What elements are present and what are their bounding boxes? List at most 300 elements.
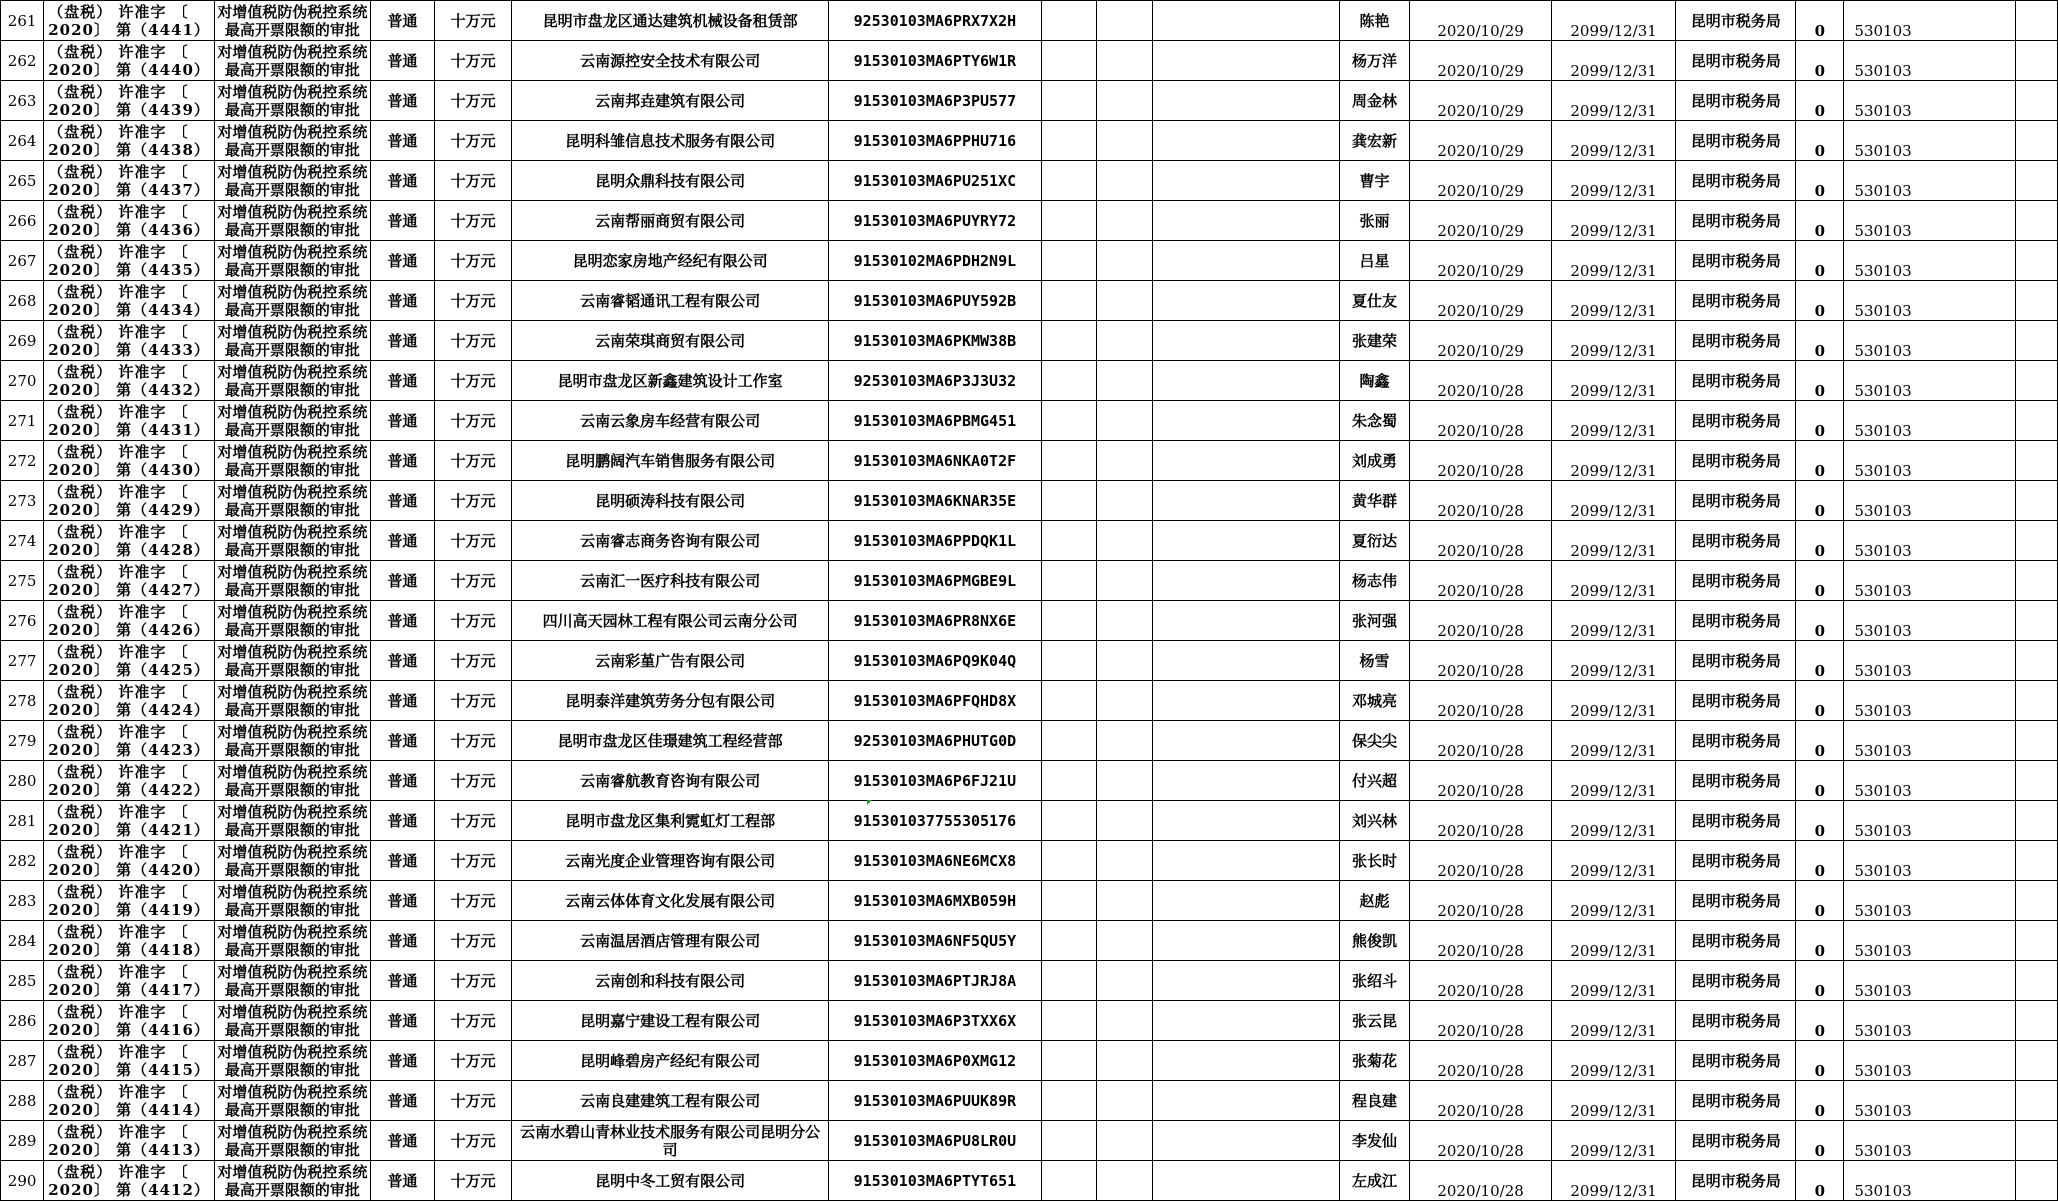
taxpayer-name-cell[interactable]: 昆明恋家房地产经纪有限公司 [512, 241, 829, 281]
authority-cell[interactable]: 昆明市税务局 [1676, 601, 1796, 641]
permit-type-cell[interactable]: 普通 [370, 681, 435, 721]
empty-cell[interactable] [1097, 481, 1153, 521]
empty-cell[interactable] [1153, 641, 1340, 681]
taxpayer-name-cell[interactable]: 云南睿韬通讯工程有限公司 [512, 281, 829, 321]
legal-representative-cell[interactable]: 张河强 [1339, 601, 1409, 641]
empty-cell[interactable] [1153, 361, 1340, 401]
row-index-cell[interactable]: 269 [1, 321, 44, 361]
end-date-cell[interactable]: 2099/12/31 [1551, 81, 1675, 121]
credit-code-cell[interactable]: 92530103MA6PHUTG0D [829, 721, 1041, 761]
start-date-cell[interactable]: 2020/10/29 [1410, 281, 1552, 321]
empty-cell[interactable] [1041, 1161, 1097, 1201]
empty-cell[interactable] [2015, 561, 2057, 601]
end-date-cell[interactable]: 2099/12/31 [1551, 401, 1675, 441]
legal-representative-cell[interactable]: 杨雪 [1339, 641, 1409, 681]
license-number-cell[interactable] [44, 1121, 215, 1161]
empty-cell[interactable] [2015, 481, 2057, 521]
authority-cell[interactable]: 昆明市税务局 [1676, 361, 1796, 401]
credit-code-cell[interactable]: 91530103MA6PTJRJ8A [829, 961, 1041, 1001]
permit-item-cell[interactable] [215, 161, 371, 201]
permit-type-cell[interactable]: 普通 [370, 521, 435, 561]
permit-item-cell[interactable] [215, 961, 371, 1001]
permit-type-cell[interactable]: 普通 [370, 1121, 435, 1161]
credit-code-cell[interactable]: 91530103MA6PU251XC [829, 161, 1041, 201]
empty-cell[interactable] [1153, 601, 1340, 641]
taxpayer-name-cell[interactable]: 云南彩堇广告有限公司 [512, 641, 829, 681]
credit-code-cell[interactable]: 91530103MA6PUY592B [829, 281, 1041, 321]
invoice-limit-cell[interactable]: 十万元 [435, 1, 512, 41]
license-number-cell[interactable] [44, 961, 215, 1001]
legal-representative-cell[interactable]: 吕星 [1339, 241, 1409, 281]
empty-cell[interactable] [2015, 801, 2057, 841]
permit-item-cell[interactable] [215, 601, 371, 641]
start-date-cell[interactable]: 2020/10/28 [1410, 641, 1552, 681]
invoice-limit-cell[interactable]: 十万元 [435, 361, 512, 401]
empty-cell[interactable] [2015, 961, 2057, 1001]
credit-code-cell[interactable]: 91530103MA6P0XMG12 [829, 1041, 1041, 1081]
taxpayer-name-cell[interactable]: 云南源控安全技术有限公司 [512, 41, 829, 81]
area-code-cell[interactable]: 530103 [1844, 601, 2016, 641]
permit-item-cell[interactable] [215, 681, 371, 721]
credit-code-cell[interactable]: 91530103MA6PUYRY72 [829, 201, 1041, 241]
permit-type-cell[interactable]: 普通 [370, 841, 435, 881]
start-date-cell[interactable]: 2020/10/29 [1410, 161, 1552, 201]
authority-cell[interactable]: 昆明市税务局 [1676, 321, 1796, 361]
empty-cell[interactable] [2015, 1001, 2057, 1041]
empty-cell[interactable] [1153, 401, 1340, 441]
status-cell[interactable]: 0 [1796, 801, 1844, 841]
permit-item-cell[interactable] [215, 41, 371, 81]
legal-representative-cell[interactable]: 张菊花 [1339, 1041, 1409, 1081]
empty-cell[interactable] [2015, 81, 2057, 121]
legal-representative-cell[interactable]: 保尖尖 [1339, 721, 1409, 761]
legal-representative-cell[interactable]: 刘兴林 [1339, 801, 1409, 841]
invoice-limit-cell[interactable]: 十万元 [435, 921, 512, 961]
credit-code-cell[interactable]: 91530103MA6NKA0T2F [829, 441, 1041, 481]
start-date-cell[interactable]: 2020/10/29 [1410, 81, 1552, 121]
empty-cell[interactable] [1153, 121, 1340, 161]
row-index-cell[interactable]: 270 [1, 361, 44, 401]
row-index-cell[interactable]: 265 [1, 161, 44, 201]
permit-type-cell[interactable]: 普通 [370, 321, 435, 361]
license-number-cell[interactable] [44, 1001, 215, 1041]
invoice-limit-cell[interactable]: 十万元 [435, 161, 512, 201]
permit-item-cell[interactable] [215, 721, 371, 761]
permit-item-cell[interactable] [215, 1121, 371, 1161]
status-cell[interactable]: 0 [1796, 481, 1844, 521]
legal-representative-cell[interactable]: 夏仕友 [1339, 281, 1409, 321]
invoice-limit-cell[interactable]: 十万元 [435, 41, 512, 81]
permit-type-cell[interactable]: 普通 [370, 401, 435, 441]
license-number-cell[interactable] [44, 921, 215, 961]
credit-code-cell[interactable]: 91530103MA6PUUK89R [829, 1081, 1041, 1121]
credit-code-cell[interactable]: 91530103MA6P3TXX6X [829, 1001, 1041, 1041]
license-number-cell[interactable] [44, 561, 215, 601]
invoice-limit-cell[interactable]: 十万元 [435, 1081, 512, 1121]
authority-cell[interactable]: 昆明市税务局 [1676, 241, 1796, 281]
invoice-limit-cell[interactable]: 十万元 [435, 641, 512, 681]
permit-type-cell[interactable]: 普通 [370, 1081, 435, 1121]
taxpayer-name-cell[interactable]: 云南邦垚建筑有限公司 [512, 81, 829, 121]
status-cell[interactable]: 0 [1796, 121, 1844, 161]
empty-cell[interactable] [2015, 641, 2057, 681]
row-index-cell[interactable]: 263 [1, 81, 44, 121]
empty-cell[interactable] [1097, 41, 1153, 81]
end-date-cell[interactable]: 2099/12/31 [1551, 921, 1675, 961]
end-date-cell[interactable]: 2099/12/31 [1551, 1081, 1675, 1121]
row-index-cell[interactable]: 278 [1, 681, 44, 721]
permit-item-cell[interactable] [215, 1001, 371, 1041]
empty-cell[interactable] [1097, 1041, 1153, 1081]
authority-cell[interactable]: 昆明市税务局 [1676, 201, 1796, 241]
row-index-cell[interactable]: 273 [1, 481, 44, 521]
empty-cell[interactable] [1097, 81, 1153, 121]
invoice-limit-cell[interactable]: 十万元 [435, 681, 512, 721]
status-cell[interactable]: 0 [1796, 721, 1844, 761]
permit-type-cell[interactable]: 普通 [370, 1041, 435, 1081]
empty-cell[interactable] [1097, 721, 1153, 761]
end-date-cell[interactable]: 2099/12/31 [1551, 681, 1675, 721]
taxpayer-name-cell[interactable]: 昆明鹏阔汽车销售服务有限公司 [512, 441, 829, 481]
empty-cell[interactable] [2015, 841, 2057, 881]
empty-cell[interactable] [2015, 1041, 2057, 1081]
license-number-cell[interactable] [44, 41, 215, 81]
status-cell[interactable]: 0 [1796, 441, 1844, 481]
license-number-cell[interactable] [44, 161, 215, 201]
start-date-cell[interactable]: 2020/10/28 [1410, 401, 1552, 441]
row-index-cell[interactable]: 282 [1, 841, 44, 881]
empty-cell[interactable] [2015, 121, 2057, 161]
empty-cell[interactable] [1041, 41, 1097, 81]
start-date-cell[interactable]: 2020/10/28 [1410, 761, 1552, 801]
legal-representative-cell[interactable]: 熊俊凯 [1339, 921, 1409, 961]
authority-cell[interactable]: 昆明市税务局 [1676, 681, 1796, 721]
credit-code-cell[interactable]: 91530103MA6PTYT651 [829, 1161, 1041, 1201]
taxpayer-name-cell[interactable]: 昆明嘉宁建设工程有限公司 [512, 1001, 829, 1041]
row-index-cell[interactable]: 288 [1, 1081, 44, 1121]
empty-cell[interactable] [2015, 521, 2057, 561]
permit-item-cell[interactable] [215, 321, 371, 361]
row-index-cell[interactable]: 284 [1, 921, 44, 961]
empty-cell[interactable] [1097, 441, 1153, 481]
empty-cell[interactable] [1153, 41, 1340, 81]
status-cell[interactable]: 0 [1796, 561, 1844, 601]
start-date-cell[interactable]: 2020/10/28 [1410, 681, 1552, 721]
end-date-cell[interactable]: 2099/12/31 [1551, 1, 1675, 41]
permit-type-cell[interactable]: 普通 [370, 881, 435, 921]
permit-item-cell[interactable] [215, 521, 371, 561]
status-cell[interactable]: 0 [1796, 1121, 1844, 1161]
permit-item-cell[interactable] [215, 801, 371, 841]
empty-cell[interactable] [1153, 1081, 1340, 1121]
empty-cell[interactable] [1041, 481, 1097, 521]
taxpayer-name-cell[interactable]: 云南温居酒店管理有限公司 [512, 921, 829, 961]
legal-representative-cell[interactable]: 夏衍达 [1339, 521, 1409, 561]
taxpayer-name-cell[interactable]: 昆明硕涛科技有限公司 [512, 481, 829, 521]
taxpayer-name-cell[interactable]: 云南睿航教育咨询有限公司 [512, 761, 829, 801]
empty-cell[interactable] [1097, 921, 1153, 961]
row-index-cell[interactable]: 276 [1, 601, 44, 641]
start-date-cell[interactable]: 2020/10/28 [1410, 1041, 1552, 1081]
empty-cell[interactable] [1153, 441, 1340, 481]
status-cell[interactable]: 0 [1796, 1001, 1844, 1041]
authority-cell[interactable]: 昆明市税务局 [1676, 401, 1796, 441]
legal-representative-cell[interactable]: 黄华群 [1339, 481, 1409, 521]
credit-code-cell[interactable]: 91530103MA6PU8LR0U [829, 1121, 1041, 1161]
authority-cell[interactable]: 昆明市税务局 [1676, 841, 1796, 881]
legal-representative-cell[interactable]: 张长时 [1339, 841, 1409, 881]
empty-cell[interactable] [1097, 561, 1153, 601]
permit-type-cell[interactable]: 普通 [370, 281, 435, 321]
license-number-cell[interactable] [44, 881, 215, 921]
empty-cell[interactable] [2015, 1081, 2057, 1121]
row-index-cell[interactable]: 280 [1, 761, 44, 801]
empty-cell[interactable] [1041, 1001, 1097, 1041]
credit-code-cell[interactable]: 91530103MA6PPHU716 [829, 121, 1041, 161]
area-code-cell[interactable]: 530103 [1844, 801, 2016, 841]
empty-cell[interactable] [1153, 841, 1340, 881]
end-date-cell[interactable]: 2099/12/31 [1551, 361, 1675, 401]
start-date-cell[interactable]: 2020/10/28 [1410, 841, 1552, 881]
empty-cell[interactable] [1041, 1121, 1097, 1161]
empty-cell[interactable] [1041, 1081, 1097, 1121]
area-code-cell[interactable]: 530103 [1844, 521, 2016, 561]
authority-cell[interactable]: 昆明市税务局 [1676, 1, 1796, 41]
permit-item-cell[interactable] [215, 281, 371, 321]
permit-type-cell[interactable]: 普通 [370, 561, 435, 601]
end-date-cell[interactable]: 2099/12/31 [1551, 1001, 1675, 1041]
credit-code-cell[interactable]: 91530103MA6PFQHD8X [829, 681, 1041, 721]
credit-code-cell[interactable]: 91530103MA6PKMW38B [829, 321, 1041, 361]
authority-cell[interactable]: 昆明市税务局 [1676, 481, 1796, 521]
status-cell[interactable]: 0 [1796, 41, 1844, 81]
permit-type-cell[interactable]: 普通 [370, 241, 435, 281]
empty-cell[interactable] [1153, 881, 1340, 921]
legal-representative-cell[interactable]: 付兴超 [1339, 761, 1409, 801]
end-date-cell[interactable]: 2099/12/31 [1551, 601, 1675, 641]
empty-cell[interactable] [2015, 401, 2057, 441]
permit-item-cell[interactable] [215, 1041, 371, 1081]
empty-cell[interactable] [2015, 321, 2057, 361]
end-date-cell[interactable]: 2099/12/31 [1551, 761, 1675, 801]
empty-cell[interactable] [1153, 681, 1340, 721]
authority-cell[interactable]: 昆明市税务局 [1676, 921, 1796, 961]
end-date-cell[interactable]: 2099/12/31 [1551, 1041, 1675, 1081]
empty-cell[interactable] [2015, 881, 2057, 921]
start-date-cell[interactable]: 2020/10/28 [1410, 881, 1552, 921]
authority-cell[interactable]: 昆明市税务局 [1676, 121, 1796, 161]
empty-cell[interactable] [1041, 281, 1097, 321]
invoice-limit-cell[interactable]: 十万元 [435, 201, 512, 241]
empty-cell[interactable] [1041, 201, 1097, 241]
start-date-cell[interactable]: 2020/10/28 [1410, 1161, 1552, 1201]
empty-cell[interactable] [1153, 521, 1340, 561]
authority-cell[interactable]: 昆明市税务局 [1676, 521, 1796, 561]
permit-type-cell[interactable]: 普通 [370, 481, 435, 521]
legal-representative-cell[interactable]: 曹宇 [1339, 161, 1409, 201]
permit-item-cell[interactable] [215, 241, 371, 281]
permit-item-cell[interactable] [215, 401, 371, 441]
legal-representative-cell[interactable]: 程良建 [1339, 1081, 1409, 1121]
license-number-cell[interactable] [44, 841, 215, 881]
empty-cell[interactable] [1153, 561, 1340, 601]
row-index-cell[interactable]: 286 [1, 1001, 44, 1041]
end-date-cell[interactable]: 2099/12/31 [1551, 161, 1675, 201]
empty-cell[interactable] [2015, 1161, 2057, 1201]
authority-cell[interactable]: 昆明市税务局 [1676, 961, 1796, 1001]
credit-code-cell[interactable]: 91530103MA6MXB059H [829, 881, 1041, 921]
authority-cell[interactable]: 昆明市税务局 [1676, 1081, 1796, 1121]
area-code-cell[interactable]: 530103 [1844, 1081, 2016, 1121]
empty-cell[interactable] [2015, 921, 2057, 961]
license-number-cell[interactable] [44, 681, 215, 721]
empty-cell[interactable] [1041, 321, 1097, 361]
start-date-cell[interactable]: 2020/10/28 [1410, 961, 1552, 1001]
legal-representative-cell[interactable]: 周金林 [1339, 81, 1409, 121]
empty-cell[interactable] [1153, 321, 1340, 361]
area-code-cell[interactable]: 530103 [1844, 201, 2016, 241]
permit-item-cell[interactable] [215, 921, 371, 961]
empty-cell[interactable] [1041, 761, 1097, 801]
area-code-cell[interactable]: 530103 [1844, 761, 2016, 801]
end-date-cell[interactable]: 2099/12/31 [1551, 561, 1675, 601]
start-date-cell[interactable]: 2020/10/28 [1410, 801, 1552, 841]
area-code-cell[interactable]: 530103 [1844, 481, 2016, 521]
end-date-cell[interactable]: 2099/12/31 [1551, 241, 1675, 281]
permit-item-cell[interactable] [215, 561, 371, 601]
empty-cell[interactable] [1097, 761, 1153, 801]
empty-cell[interactable] [1153, 281, 1340, 321]
start-date-cell[interactable]: 2020/10/28 [1410, 601, 1552, 641]
empty-cell[interactable] [2015, 601, 2057, 641]
license-number-cell[interactable] [44, 761, 215, 801]
permit-type-cell[interactable]: 普通 [370, 81, 435, 121]
permit-type-cell[interactable]: 普通 [370, 801, 435, 841]
authority-cell[interactable]: 昆明市税务局 [1676, 41, 1796, 81]
taxpayer-name-cell[interactable]: 云南荣琪商贸有限公司 [512, 321, 829, 361]
license-number-cell[interactable] [44, 1041, 215, 1081]
status-cell[interactable]: 0 [1796, 1161, 1844, 1201]
permit-item-cell[interactable] [215, 441, 371, 481]
invoice-limit-cell[interactable]: 十万元 [435, 721, 512, 761]
invoice-limit-cell[interactable]: 十万元 [435, 81, 512, 121]
start-date-cell[interactable]: 2020/10/28 [1410, 561, 1552, 601]
row-index-cell[interactable]: 262 [1, 41, 44, 81]
area-code-cell[interactable]: 530103 [1844, 1, 2016, 41]
area-code-cell[interactable]: 530103 [1844, 881, 2016, 921]
area-code-cell[interactable]: 530103 [1844, 161, 2016, 201]
empty-cell[interactable] [1153, 1161, 1340, 1201]
empty-cell[interactable] [1097, 401, 1153, 441]
status-cell[interactable]: 0 [1796, 161, 1844, 201]
area-code-cell[interactable]: 530103 [1844, 41, 2016, 81]
credit-code-cell[interactable]: 91530103MA6NF5QU5Y [829, 921, 1041, 961]
authority-cell[interactable]: 昆明市税务局 [1676, 161, 1796, 201]
row-index-cell[interactable]: 266 [1, 201, 44, 241]
row-index-cell[interactable]: 287 [1, 1041, 44, 1081]
credit-code-cell[interactable]: 91530103MA6P6FJ21U [829, 761, 1041, 801]
empty-cell[interactable] [1041, 921, 1097, 961]
invoice-limit-cell[interactable]: 十万元 [435, 401, 512, 441]
permit-type-cell[interactable]: 普通 [370, 41, 435, 81]
empty-cell[interactable] [1097, 241, 1153, 281]
empty-cell[interactable] [1153, 1121, 1340, 1161]
permit-item-cell[interactable] [215, 761, 371, 801]
legal-representative-cell[interactable]: 朱念蜀 [1339, 401, 1409, 441]
invoice-limit-cell[interactable]: 十万元 [435, 601, 512, 641]
row-index-cell[interactable]: 264 [1, 121, 44, 161]
end-date-cell[interactable]: 2099/12/31 [1551, 641, 1675, 681]
license-number-cell[interactable] [44, 81, 215, 121]
empty-cell[interactable] [1153, 481, 1340, 521]
taxpayer-name-cell[interactable]: 云南云体体育文化发展有限公司 [512, 881, 829, 921]
empty-cell[interactable] [1153, 1, 1340, 41]
license-number-cell[interactable] [44, 721, 215, 761]
permit-item-cell[interactable] [215, 201, 371, 241]
empty-cell[interactable] [1153, 721, 1340, 761]
permit-type-cell[interactable]: 普通 [370, 1161, 435, 1201]
empty-cell[interactable] [1153, 161, 1340, 201]
status-cell[interactable]: 0 [1796, 81, 1844, 121]
start-date-cell[interactable]: 2020/10/29 [1410, 121, 1552, 161]
authority-cell[interactable]: 昆明市税务局 [1676, 641, 1796, 681]
legal-representative-cell[interactable]: 张丽 [1339, 201, 1409, 241]
permit-item-cell[interactable] [215, 1161, 371, 1201]
empty-cell[interactable] [1153, 801, 1340, 841]
end-date-cell[interactable]: 2099/12/31 [1551, 1121, 1675, 1161]
area-code-cell[interactable]: 530103 [1844, 961, 2016, 1001]
permit-type-cell[interactable]: 普通 [370, 161, 435, 201]
taxpayer-name-cell[interactable]: 云南水碧山青林业技术服务有限公司昆明分公司 [512, 1121, 829, 1161]
start-date-cell[interactable]: 2020/10/28 [1410, 521, 1552, 561]
status-cell[interactable]: 0 [1796, 241, 1844, 281]
area-code-cell[interactable]: 530103 [1844, 561, 2016, 601]
end-date-cell[interactable]: 2099/12/31 [1551, 121, 1675, 161]
empty-cell[interactable] [2015, 761, 2057, 801]
permit-item-cell[interactable] [215, 841, 371, 881]
license-number-cell[interactable] [44, 481, 215, 521]
row-index-cell[interactable]: 290 [1, 1161, 44, 1201]
license-number-cell[interactable] [44, 1, 215, 41]
status-cell[interactable]: 0 [1796, 961, 1844, 1001]
permit-type-cell[interactable]: 普通 [370, 361, 435, 401]
license-number-cell[interactable] [44, 401, 215, 441]
legal-representative-cell[interactable]: 邓城亮 [1339, 681, 1409, 721]
empty-cell[interactable] [1041, 961, 1097, 1001]
empty-cell[interactable] [2015, 441, 2057, 481]
empty-cell[interactable] [1097, 121, 1153, 161]
status-cell[interactable]: 0 [1796, 1, 1844, 41]
empty-cell[interactable] [1097, 281, 1153, 321]
permit-type-cell[interactable]: 普通 [370, 201, 435, 241]
legal-representative-cell[interactable]: 左成江 [1339, 1161, 1409, 1201]
empty-cell[interactable] [1097, 1121, 1153, 1161]
authority-cell[interactable]: 昆明市税务局 [1676, 1121, 1796, 1161]
legal-representative-cell[interactable]: 杨万洋 [1339, 41, 1409, 81]
taxpayer-name-cell[interactable]: 昆明市盘龙区佳璟建筑工程经营部 [512, 721, 829, 761]
empty-cell[interactable] [1097, 321, 1153, 361]
empty-cell[interactable] [1041, 361, 1097, 401]
authority-cell[interactable]: 昆明市税务局 [1676, 1041, 1796, 1081]
credit-code-cell[interactable]: 91530103MA6NE6MCX8 [829, 841, 1041, 881]
empty-cell[interactable] [1153, 81, 1340, 121]
taxpayer-name-cell[interactable]: 云南汇一医疗科技有限公司 [512, 561, 829, 601]
row-index-cell[interactable]: 272 [1, 441, 44, 481]
credit-code-cell[interactable]: 91530103MA6PTY6W1R [829, 41, 1041, 81]
empty-cell[interactable] [1041, 81, 1097, 121]
permit-type-cell[interactable]: 普通 [370, 721, 435, 761]
invoice-limit-cell[interactable]: 十万元 [435, 801, 512, 841]
